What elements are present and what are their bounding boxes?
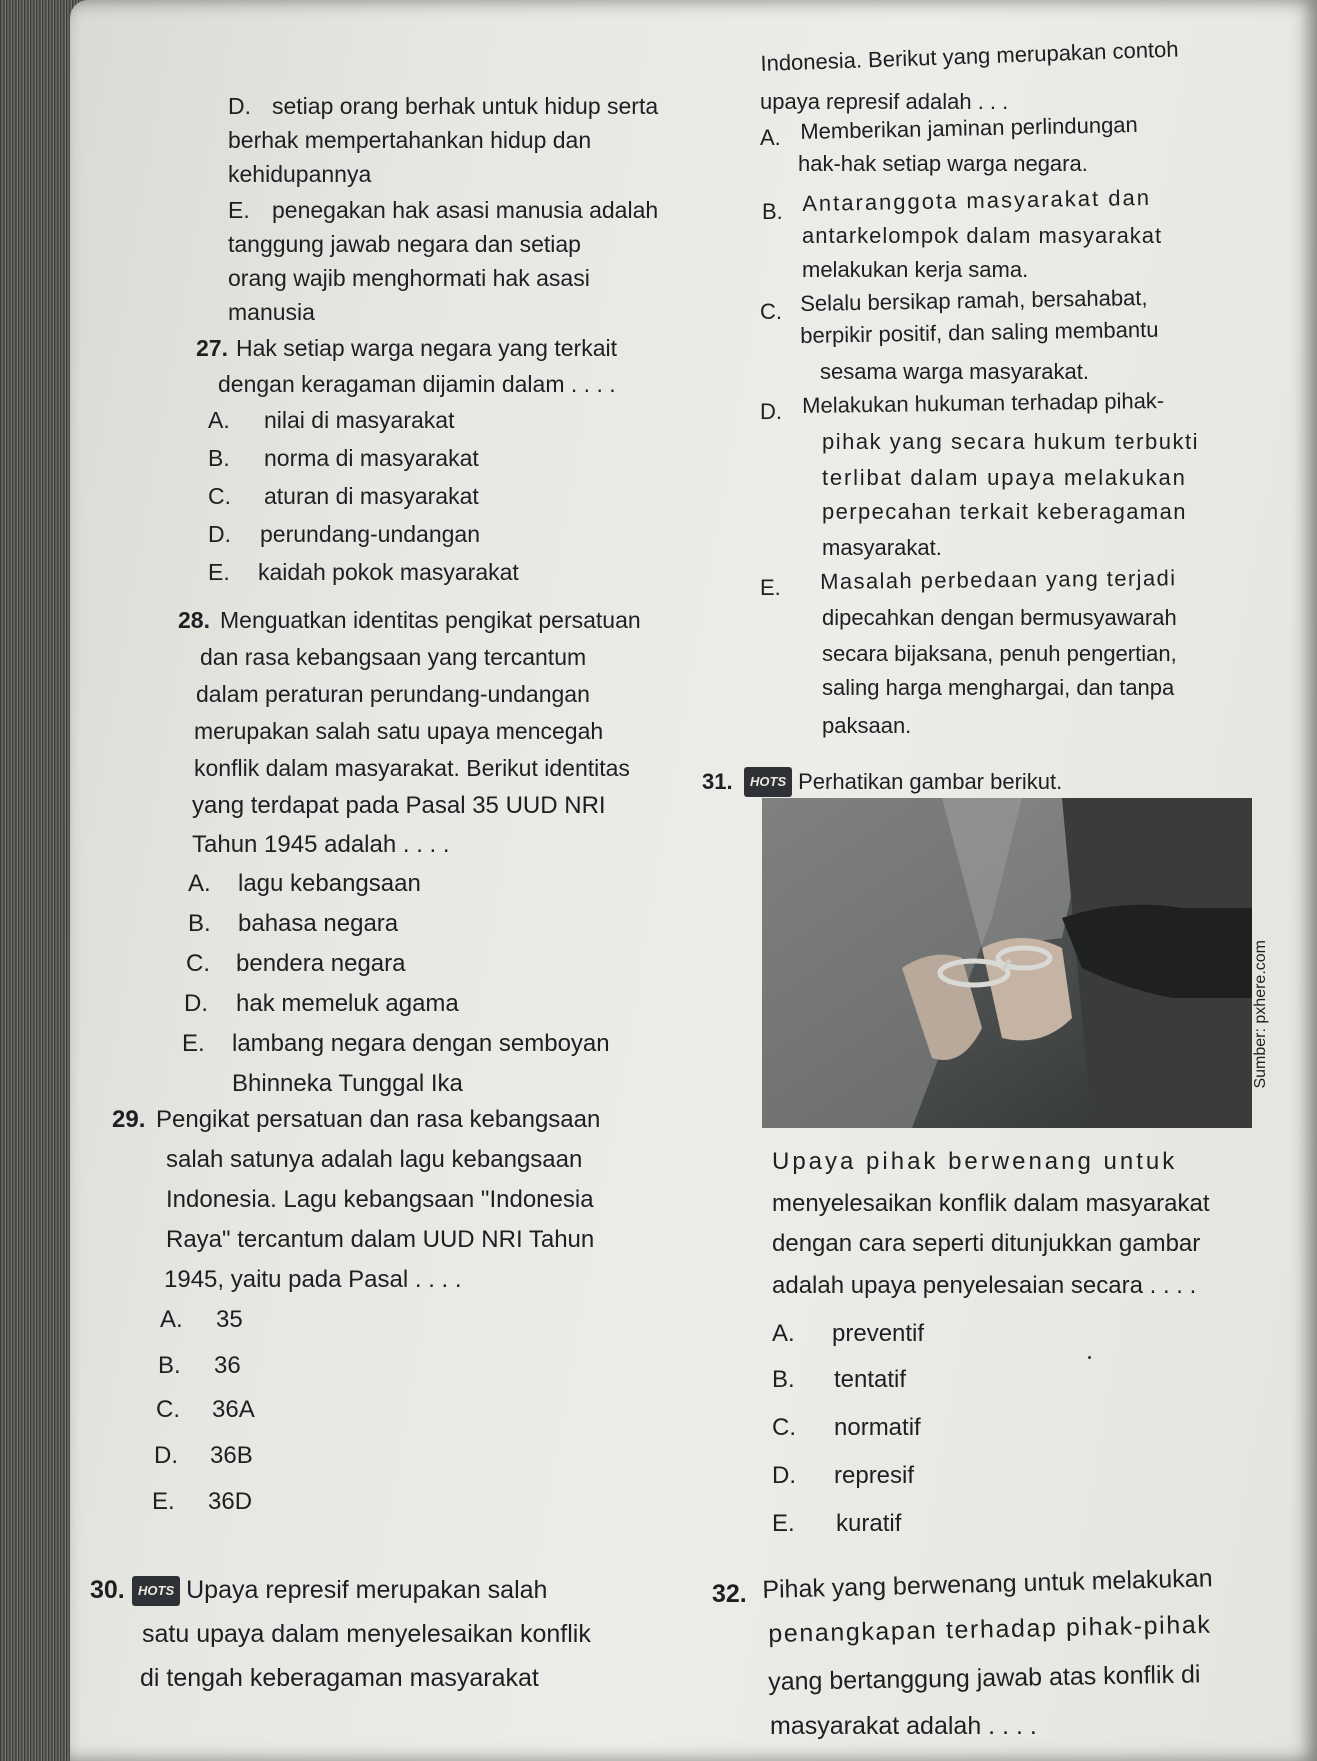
q27-option-d-text: perundang-undangan [260, 521, 480, 547]
print-speck [1088, 1356, 1091, 1359]
q27-option-e-text: kaidah pokok masyarakat [258, 559, 519, 585]
q31-number: 31. [702, 769, 733, 794]
q27-option-e-label: E. [208, 559, 230, 585]
q26-option-d-line: setiap orang berhak untuk hidup serta [272, 93, 659, 119]
q28-option-d-label: D. [184, 990, 208, 1017]
q27-option-b-label: B. [208, 445, 230, 471]
q30-option-b-line: antarkelompok dalam masyarakat [802, 223, 1163, 248]
q27-option-b-text: norma di masyarakat [264, 445, 479, 471]
q28-question-line: dan rasa kebangsaan yang tercantum [200, 644, 587, 670]
q30-option-a-line: Memberikan jaminan perlindungan [800, 111, 1139, 144]
q31-question-line: adalah upaya penyelesaian secara . . . . [772, 1272, 1197, 1299]
q28-option-a-label: A. [188, 870, 211, 897]
q29-option-c-text: 36A [212, 1396, 255, 1423]
q29-option-a-label: A. [160, 1306, 183, 1333]
q30-continuation-line: upaya represif adalah . . . [760, 89, 1009, 114]
q31-option-a-label: A. [772, 1320, 795, 1347]
q30-option-d-line: masyarakat. [822, 535, 942, 560]
q26-option-d-line: berhak mempertahankan hidup dan [228, 127, 592, 153]
q31-option-c-label: C. [772, 1414, 796, 1441]
q28-question-line: merupakan salah satu upaya mencegah [194, 718, 604, 744]
q27-option-a-text: nilai di masyarakat [264, 407, 455, 433]
q30-option-d-line: terlibat dalam upaya melakukan [822, 465, 1187, 490]
q29-option-e-text: 36D [208, 1488, 253, 1515]
q28-option-c-text: bendera negara [236, 950, 406, 977]
q28-question-line: Menguatkan identitas pengikat persatuan [220, 607, 641, 633]
q30-question-text: Upaya represif merupakan salah [186, 1576, 548, 1604]
q30-option-c-label: C. [760, 299, 782, 324]
q30-option-e-line: paksaan. [822, 713, 912, 738]
q29-option-d-label: D. [154, 1442, 178, 1469]
q30-question-line: satu upaya dalam menyelesaikan konflik [142, 1620, 591, 1648]
q31-question-line: Upaya pihak berwenang untuk [772, 1148, 1178, 1175]
arrest-handcuffs-photo [762, 798, 1252, 1128]
q29-option-d-text: 36B [210, 1442, 253, 1469]
q27-option-a-label: A. [208, 407, 230, 433]
q29-number: 29. [112, 1106, 146, 1133]
q32-number: 32. [712, 1580, 747, 1608]
q31-option-b-text: tentatif [834, 1366, 907, 1393]
q30-option-b-line: melakukan kerja sama. [802, 257, 1029, 282]
q29-option-e-label: E. [152, 1488, 175, 1515]
q28-option-c-label: C. [186, 950, 210, 977]
q29-question-line: salah satunya adalah lagu kebangsaan [166, 1146, 583, 1173]
q28-question-line: Tahun 1945 adalah . . . . [192, 831, 450, 858]
q26-option-e-line: orang wajib menghormati hak asasi [228, 265, 590, 291]
q31-hots-badge: HOTS [744, 767, 792, 797]
q28-option-e-continuation: Bhinneka Tunggal Ika [232, 1070, 463, 1097]
q31-question-line: menyelesaikan konflik dalam masyarakat [772, 1190, 1210, 1217]
q30-number: 30. [90, 1576, 125, 1604]
q27-number: 27. [196, 335, 228, 361]
q28-option-a-text: lagu kebangsaan [238, 870, 421, 897]
q31-question-line: dengan cara seperti ditunjukkan gambar [772, 1230, 1201, 1257]
q29-option-b-label: B. [158, 1352, 181, 1379]
q31-option-d-text: represif [834, 1462, 915, 1489]
q26-option-e-line: manusia [228, 299, 315, 325]
q26-option-d-label: D. [228, 93, 251, 119]
q32-question-line: masyarakat adalah . . . . [770, 1712, 1037, 1740]
q28-option-e-label: E. [182, 1030, 205, 1057]
q29-option-a-text: 35 [216, 1306, 243, 1333]
q28-question-line: dalam peraturan perundang-undangan [196, 681, 590, 707]
handcuffs-illustration [762, 798, 1252, 1128]
q30-option-d-line: Melakukan hukuman terhadap pihak- [802, 387, 1165, 418]
q31-option-d-label: D. [772, 1462, 796, 1489]
q30-continuation-line: Indonesia. Berikut yang merupakan contoh [760, 36, 1179, 76]
q30-question-line-1 [132, 1576, 547, 1609]
q30-option-e-line: Masalah perbedaan yang terjadi [820, 565, 1177, 594]
q30-option-d-line: perpecahan terkait keberagaman [822, 499, 1187, 524]
q28-question-line: konflik dalam masyarakat. Berikut identitas [194, 755, 630, 781]
q26-option-d-line: kehidupannya [228, 161, 372, 187]
q32-question-line: Pihak yang berwenang untuk melakukan [762, 1564, 1213, 1604]
q27-option-d-label: D. [208, 521, 231, 547]
q30-option-c-line: Selalu bersikap ramah, bersahabat, [800, 284, 1148, 316]
q31-option-a-text: preventif [832, 1320, 925, 1347]
q27-question-line: Hak setiap warga negara yang terkait [236, 335, 617, 361]
q28-option-e-text: lambang negara dengan semboyan [232, 1030, 610, 1057]
q27-option-c-label: C. [208, 483, 231, 509]
q30-option-c-line: berpikir positif, dan saling membantu [800, 316, 1159, 348]
q30-option-e-label: E. [760, 575, 781, 600]
q28-number: 28. [178, 607, 210, 633]
q30-option-a-line: hak-hak setiap warga negara. [798, 151, 1088, 176]
q29-question-line: Indonesia. Lagu kebangsaan "Indonesia [166, 1186, 594, 1213]
q30-option-e-line: saling harga menghargai, dan tanpa [822, 675, 1175, 700]
q28-option-b-label: B. [188, 910, 211, 937]
q32-question-line: penangkapan terhadap pihak-pihak [768, 1610, 1212, 1648]
q31-option-b-label: B. [772, 1366, 795, 1393]
q30-option-b-line: Antaranggota masyarakat dan [802, 184, 1152, 216]
q30-option-e-line: secara bijaksana, penuh pengertian, [822, 641, 1177, 666]
q30-option-d-line: pihak yang secara hukum terbukti [822, 429, 1199, 454]
q29-question-line: Pengikat persatuan dan rasa kebangsaan [156, 1106, 601, 1133]
q30-option-d-label: D. [760, 399, 782, 424]
q30-hots-badge: HOTS [132, 1576, 180, 1606]
q29-question-line: 1945, yaitu pada Pasal . . . . [164, 1266, 462, 1293]
q29-option-c-label: C. [156, 1396, 180, 1423]
image-source-credit: Sumber: pxhere.com [1252, 940, 1269, 1089]
q30-option-e-line: dipecahkan dengan bermusyawarah [822, 605, 1177, 630]
q27-question-line: dengan keragaman dijamin dalam . . . . [218, 371, 616, 397]
q30-option-a-label: A. [760, 125, 781, 150]
q31-prompt-line [744, 768, 1062, 800]
q31-option-e-label: E. [772, 1510, 795, 1537]
q28-option-d-text: hak memeluk agama [236, 990, 459, 1017]
q29-question-line: Raya" tercantum dalam UUD NRI Tahun [166, 1226, 595, 1253]
q31-option-e-text: kuratif [836, 1510, 902, 1537]
q28-question-line: yang terdapat pada Pasal 35 UUD NRI [192, 792, 606, 819]
q31-option-c-text: normatif [834, 1414, 921, 1441]
q30-option-c-line: sesama warga masyarakat. [820, 359, 1089, 384]
q26-option-e-line: tanggung jawab negara dan setiap [228, 231, 581, 257]
q30-question-line: di tengah keberagaman masyarakat [140, 1664, 539, 1692]
q29-option-b-text: 36 [214, 1352, 241, 1379]
q26-option-e-line: penegakan hak asasi manusia adalah [272, 197, 659, 223]
q31-prompt-text: Perhatikan gambar berikut. [798, 769, 1063, 794]
q26-option-e-label: E. [228, 197, 250, 223]
q27-option-c-text: aturan di masyarakat [264, 483, 479, 509]
q32-question-line: yang bertanggung jawab atas konflik di [768, 1660, 1201, 1696]
q28-option-b-text: bahasa negara [238, 910, 399, 937]
q30-option-b-label: B. [762, 199, 783, 224]
